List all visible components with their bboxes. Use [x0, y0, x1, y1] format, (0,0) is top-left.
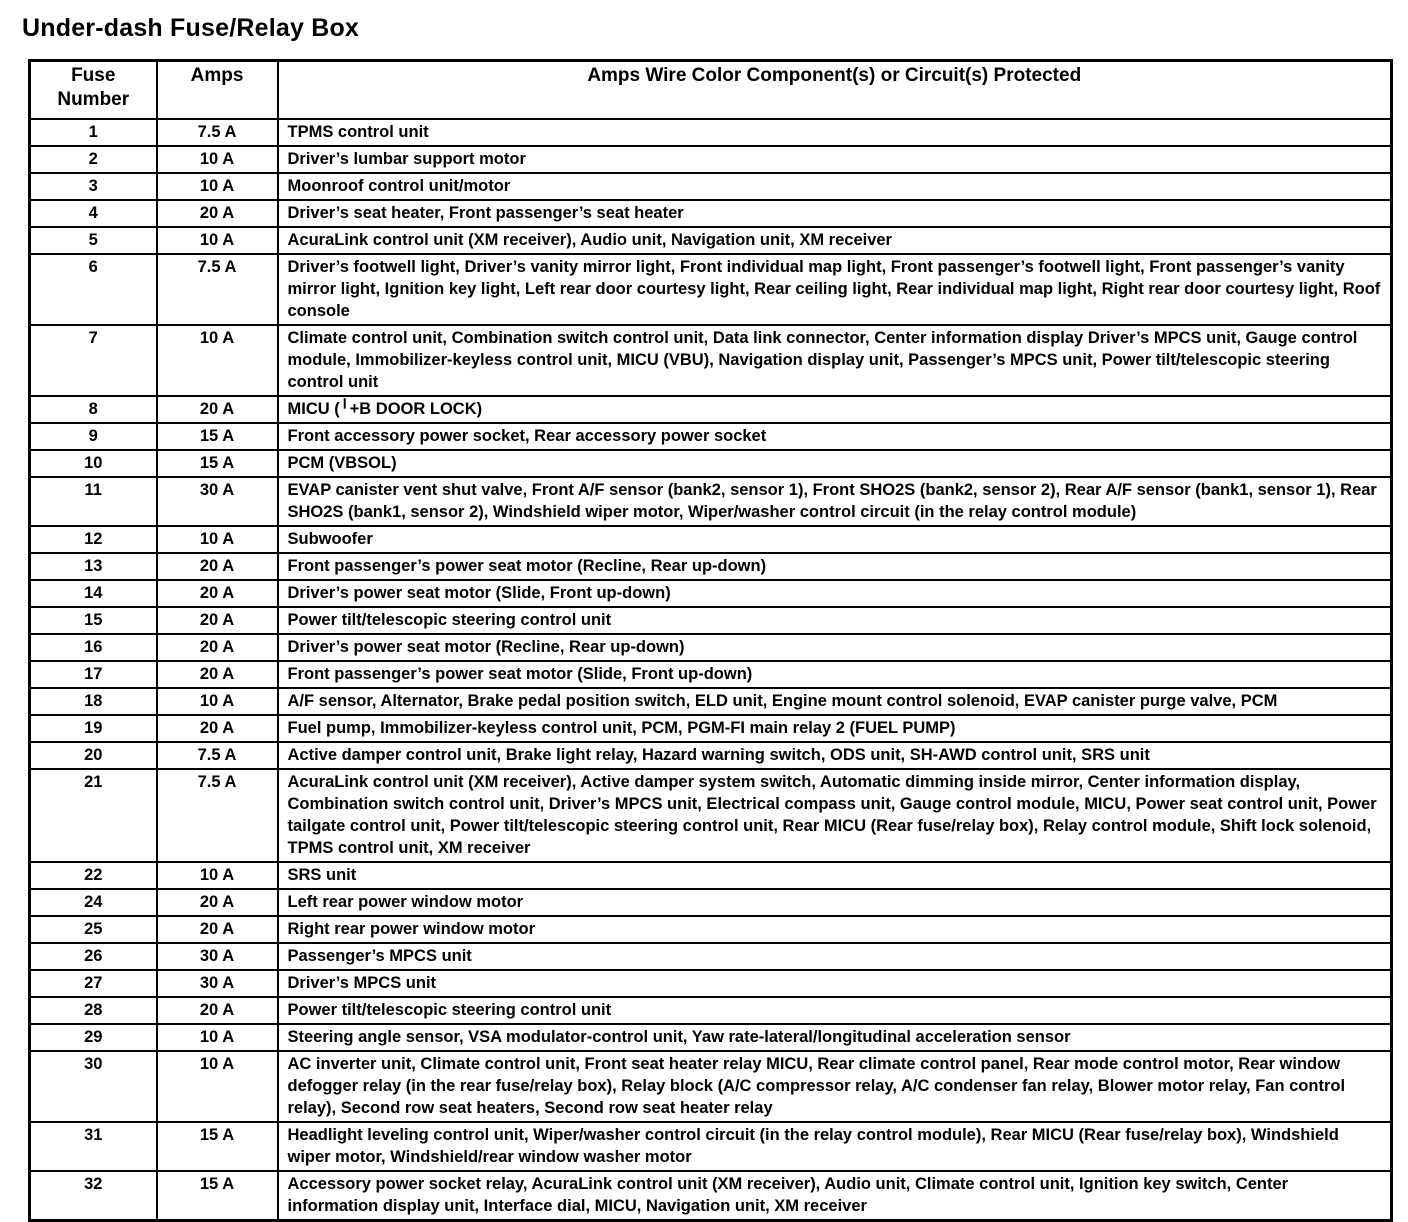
fuse-table-body	[30, 119, 1392, 1221]
fuse-number-cell: 22	[30, 862, 157, 889]
table-row	[30, 607, 1392, 634]
amps-cell: 10 A	[157, 862, 278, 889]
amps-cell: 15 A	[157, 423, 278, 450]
amps-cell: 20 A	[157, 200, 278, 227]
circuits-cell: Front accessory power socket, Rear accessory power socket	[278, 423, 1392, 450]
circuits-cell: Driver’s footwell light, Driver’s vanity mirror light, Front individual map light, Front passenger’s footwell light, Front passenger’s vanity mirror light, Ignition key light, Left rear door courtesy light, Rear ceiling light, Rear individual map light, Right rear door courtesy light, Roof console	[278, 254, 1392, 325]
fuse-number-cell: 15	[30, 607, 157, 634]
table-row	[30, 325, 1392, 396]
circuits-cell: SRS unit	[278, 862, 1392, 889]
table-row	[30, 769, 1392, 862]
table-row	[30, 688, 1392, 715]
fuse-number-cell: 7	[30, 325, 157, 396]
amps-cell: 20 A	[157, 607, 278, 634]
table-row	[30, 254, 1392, 325]
amps-cell: 20 A	[157, 661, 278, 688]
table-row	[30, 1024, 1392, 1051]
fuse-number-cell: 5	[30, 227, 157, 254]
table-row	[30, 661, 1392, 688]
amps-cell: 10 A	[157, 325, 278, 396]
table-row	[30, 889, 1392, 916]
table-row	[30, 146, 1392, 173]
amps-cell: 10 A	[157, 1024, 278, 1051]
fuse-number-cell: 17	[30, 661, 157, 688]
circuits-cell: Power tilt/telescopic steering control unit	[278, 997, 1392, 1024]
circuits-cell: Steering angle sensor, VSA modulator-control unit, Yaw rate-lateral/longitudinal acceleration sensor	[278, 1024, 1392, 1051]
table-row	[30, 1171, 1392, 1221]
amps-cell: 20 A	[157, 889, 278, 916]
table-row	[30, 200, 1392, 227]
header-amps: Amps	[157, 61, 278, 120]
table-row	[30, 173, 1392, 200]
circuits-cell: Driver’s MPCS unit	[278, 970, 1392, 997]
circuits-cell: Moonroof control unit/motor	[278, 173, 1392, 200]
circuits-cell: Driver’s lumbar support motor	[278, 146, 1392, 173]
header-row	[30, 61, 1392, 120]
fuse-number-cell: 1	[30, 119, 157, 146]
table-row	[30, 970, 1392, 997]
amps-cell: 10 A	[157, 227, 278, 254]
table-row	[30, 477, 1392, 526]
fuse-number-cell: 8	[30, 396, 157, 423]
table-row	[30, 715, 1392, 742]
fuse-number-cell: 29	[30, 1024, 157, 1051]
circuits-cell: Front passenger’s power seat motor (Recline, Rear up-down)	[278, 553, 1392, 580]
fuse-number-cell: 11	[30, 477, 157, 526]
fuse-number-cell: 24	[30, 889, 157, 916]
header-circuits: Amps Wire Color Component(s) or Circuit(s) Protected	[278, 61, 1392, 120]
fuse-number-cell: 2	[30, 146, 157, 173]
circuits-cell: AC inverter unit, Climate control unit, Front seat heater relay MICU, Rear climate control panel, Rear mode control motor, Rear window defogger relay (in the rear fuse/relay box), Relay block (A/C compressor relay, A/C condenser fan relay, Blower motor relay, Fan control relay), Second row seat heaters, Second row seat heater relay	[278, 1051, 1392, 1122]
table-row	[30, 119, 1392, 146]
fuse-number-cell: 31	[30, 1122, 157, 1171]
table-row	[30, 742, 1392, 769]
table-row	[30, 553, 1392, 580]
circuits-cell: PCM (VBSOL)	[278, 450, 1392, 477]
amps-cell: 15 A	[157, 450, 278, 477]
fuse-number-cell: 19	[30, 715, 157, 742]
table-row	[30, 1051, 1392, 1122]
circuits-cell: AcuraLink control unit (XM receiver), Audio unit, Navigation unit, XM receiver	[278, 227, 1392, 254]
amps-cell: 10 A	[157, 688, 278, 715]
circuits-cell: Right rear power window motor	[278, 916, 1392, 943]
table-row	[30, 862, 1392, 889]
amps-cell: 30 A	[157, 477, 278, 526]
amps-cell: 20 A	[157, 715, 278, 742]
table-row	[30, 423, 1392, 450]
amps-cell: 15 A	[157, 1122, 278, 1171]
circuits-cell: A/F sensor, Alternator, Brake pedal position switch, ELD unit, Engine mount control solenoid, EVAP canister purge valve, PCM	[278, 688, 1392, 715]
amps-cell: 20 A	[157, 997, 278, 1024]
circuits-cell: Active damper control unit, Brake light relay, Hazard warning switch, ODS unit, SH-AWD control unit, SRS unit	[278, 742, 1392, 769]
fuse-number-cell: 26	[30, 943, 157, 970]
amps-cell: 20 A	[157, 580, 278, 607]
circuits-cell: Headlight leveling control unit, Wiper/washer control circuit (in the relay control module), Rear MICU (Rear fuse/relay box), Windshield wiper motor, Windshield/rear window washer motor	[278, 1122, 1392, 1171]
amps-cell: 10 A	[157, 173, 278, 200]
amps-cell: 20 A	[157, 634, 278, 661]
amps-cell: 7.5 A	[157, 119, 278, 146]
circuits-cell: Power tilt/telescopic steering control unit	[278, 607, 1392, 634]
amps-cell: 10 A	[157, 526, 278, 553]
table-row	[30, 1122, 1392, 1171]
page-title: Under-dash Fuse/Relay Box	[22, 14, 360, 42]
circuits-cell: AcuraLink control unit (XM receiver), Active damper system switch, Automatic dimming inside mirror, Center information display, Combination switch control unit, Driver’s MPCS unit, Electrical compass unit, Gauge control module, MICU, Power seat control unit, Power tailgate control unit, Power tilt/telescopic steering control unit, Rear MICU (Rear fuse/relay box), Relay control module, Shift lock solenoid, TPMS control unit, XM receiver	[278, 769, 1392, 862]
fuse-number-cell: 4	[30, 200, 157, 227]
fuse-number-cell: 28	[30, 997, 157, 1024]
circuits-cell: Front passenger’s power seat motor (Slide, Front up-down)	[278, 661, 1392, 688]
fuse-number-cell: 18	[30, 688, 157, 715]
circuits-cell: Subwoofer	[278, 526, 1392, 553]
amps-cell: 20 A	[157, 553, 278, 580]
amps-cell: 20 A	[157, 396, 278, 423]
table-row	[30, 943, 1392, 970]
circuits-cell: Left rear power window motor	[278, 889, 1392, 916]
circuits-cell: Driver’s power seat motor (Recline, Rear up-down)	[278, 634, 1392, 661]
table-row	[30, 580, 1392, 607]
circuits-cell: Accessory power socket relay, AcuraLink control unit (XM receiver), Audio unit, Climate control unit, Ignition key switch, Center information display unit, Interface dial, MICU, Navigation unit, XM receiver	[278, 1171, 1392, 1221]
fuse-table-header	[30, 61, 1392, 120]
amps-cell: 7.5 A	[157, 742, 278, 769]
fuse-number-cell: 30	[30, 1051, 157, 1122]
amps-cell: 10 A	[157, 1051, 278, 1122]
fuse-number-cell: 32	[30, 1171, 157, 1221]
amps-cell: 10 A	[157, 146, 278, 173]
circuits-cell: TPMS control unit	[278, 119, 1392, 146]
table-row	[30, 997, 1392, 1024]
fuse-number-cell: 16	[30, 634, 157, 661]
table-row	[30, 526, 1392, 553]
table-row	[30, 634, 1392, 661]
amps-cell: 20 A	[157, 916, 278, 943]
amps-cell: 30 A	[157, 943, 278, 970]
circuits-cell: Passenger’s MPCS unit	[278, 943, 1392, 970]
fuse-number-cell: 27	[30, 970, 157, 997]
fuse-number-cell: 25	[30, 916, 157, 943]
fuse-relay-table	[28, 59, 1393, 1222]
header-fuse-number: Fuse Number	[30, 61, 157, 120]
table-row	[30, 450, 1392, 477]
circuits-cell: EVAP canister vent shut valve, Front A/F sensor (bank2, sensor 1), Front SHO2S (bank2, sensor 2), Rear A/F sensor (bank1, sensor 1), Rear SHO2S (bank1, sensor 2), Windshield wiper motor, Wiper/washer control circuit (in the relay control module)	[278, 477, 1392, 526]
amps-cell: 30 A	[157, 970, 278, 997]
fuse-number-cell: 10	[30, 450, 157, 477]
fuse-number-cell: 20	[30, 742, 157, 769]
fuse-number-cell: 3	[30, 173, 157, 200]
fuse-number-cell: 14	[30, 580, 157, 607]
amps-cell: 7.5 A	[157, 769, 278, 862]
circuits-cell: Driver’s power seat motor (Slide, Front up-down)	[278, 580, 1392, 607]
fuse-number-cell: 9	[30, 423, 157, 450]
amps-cell: 7.5 A	[157, 254, 278, 325]
table-row	[30, 227, 1392, 254]
fuse-number-cell: 13	[30, 553, 157, 580]
fuse-number-cell: 6	[30, 254, 157, 325]
circuits-cell: Climate control unit, Combination switch control unit, Data link connector, Center information display Driver’s MPCS unit, Gauge control module, Immobilizer-keyless control unit, MICU (VBU), Navigation display unit, Passenger’s MPCS unit, Power tilt/telescopic steering control unit	[278, 325, 1392, 396]
table-row	[30, 396, 1392, 423]
fuse-number-cell: 12	[30, 526, 157, 553]
fuse-number-cell: 21	[30, 769, 157, 862]
circuits-cell: MICU (╵+B DOOR LOCK)	[278, 396, 1392, 423]
circuits-cell: Fuel pump, Immobilizer-keyless control unit, PCM, PGM-FI main relay 2 (FUEL PUMP)	[278, 715, 1392, 742]
circuits-cell: Driver’s seat heater, Front passenger’s seat heater	[278, 200, 1392, 227]
amps-cell: 15 A	[157, 1171, 278, 1221]
table-row	[30, 916, 1392, 943]
